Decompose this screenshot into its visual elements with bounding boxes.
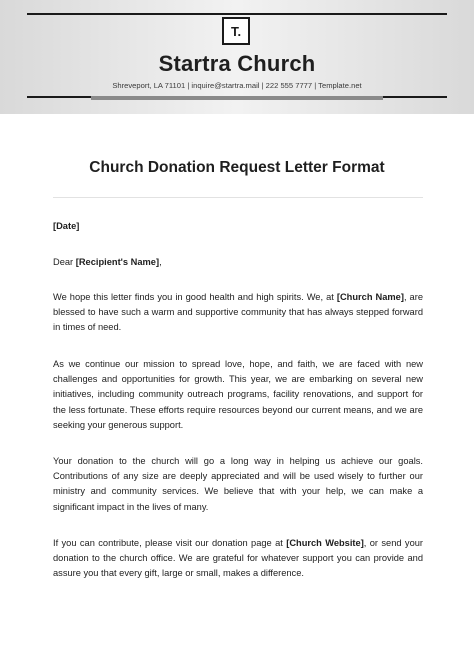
- recipient-placeholder: [Recipient's Name]: [75, 257, 160, 267]
- salutation-prefix: Dear: [53, 257, 76, 267]
- paragraph-3: Your donation to the church will go a long way in helping us achieve our goals. Contributions of any size are deeply appreciated and will be used wisely to further our ministry and community services. We believe that with your help, we can make a significant impact in the lives of many.: [53, 456, 423, 512]
- header-top-rule: [27, 13, 447, 15]
- paragraph-4: [53, 536, 423, 582]
- date-line: [53, 219, 423, 234]
- header-accent-bar: [91, 96, 383, 100]
- date-placeholder: [Date]: [53, 221, 80, 231]
- church-name-placeholder: [Church Name]: [336, 292, 404, 302]
- church-website-placeholder: [Church Website]: [286, 538, 364, 548]
- paragraph-1: [53, 290, 423, 336]
- paragraph-4-text-a: If you can contribute, please visit our donation page at: [53, 538, 287, 548]
- letterhead: [0, 0, 474, 114]
- logo-letter: T.: [230, 23, 242, 39]
- paragraph-2: As we continue our mission to spread love, hope, and faith, we are faced with new challenges and opportunities for growth. This year, we are embarking on several new initiatives, including community outreach programs, facility renovations, and support for the less fortunate. These efforts require resources beyond our current means, and we are seeking your generous support.: [53, 359, 423, 430]
- paragraph-4-text-b: , or send your donation to the church office. We are grateful for whatever support you can provide and assure you that every gift, large or small, makes a difference.: [53, 538, 424, 579]
- organization-name: Startra Church: [158, 51, 316, 76]
- salutation: [53, 255, 423, 270]
- paragraph-1-text-b: , are blessed to have such a warm and supportive community that has always stepped forward in times of need.: [53, 292, 423, 333]
- title-divider: [53, 197, 423, 198]
- salutation-suffix: ,: [159, 257, 162, 267]
- document-title: Church Donation Request Letter Format: [89, 159, 385, 176]
- brand-logo-icon: [222, 17, 250, 45]
- paragraph-1-text-a: We hope this letter finds you in good health and high spirits. We, at: [53, 292, 337, 302]
- contact-line: Shreveport, LA 71101 | inquire@startra.mail | 222 555 7777 | Template.net: [112, 81, 362, 90]
